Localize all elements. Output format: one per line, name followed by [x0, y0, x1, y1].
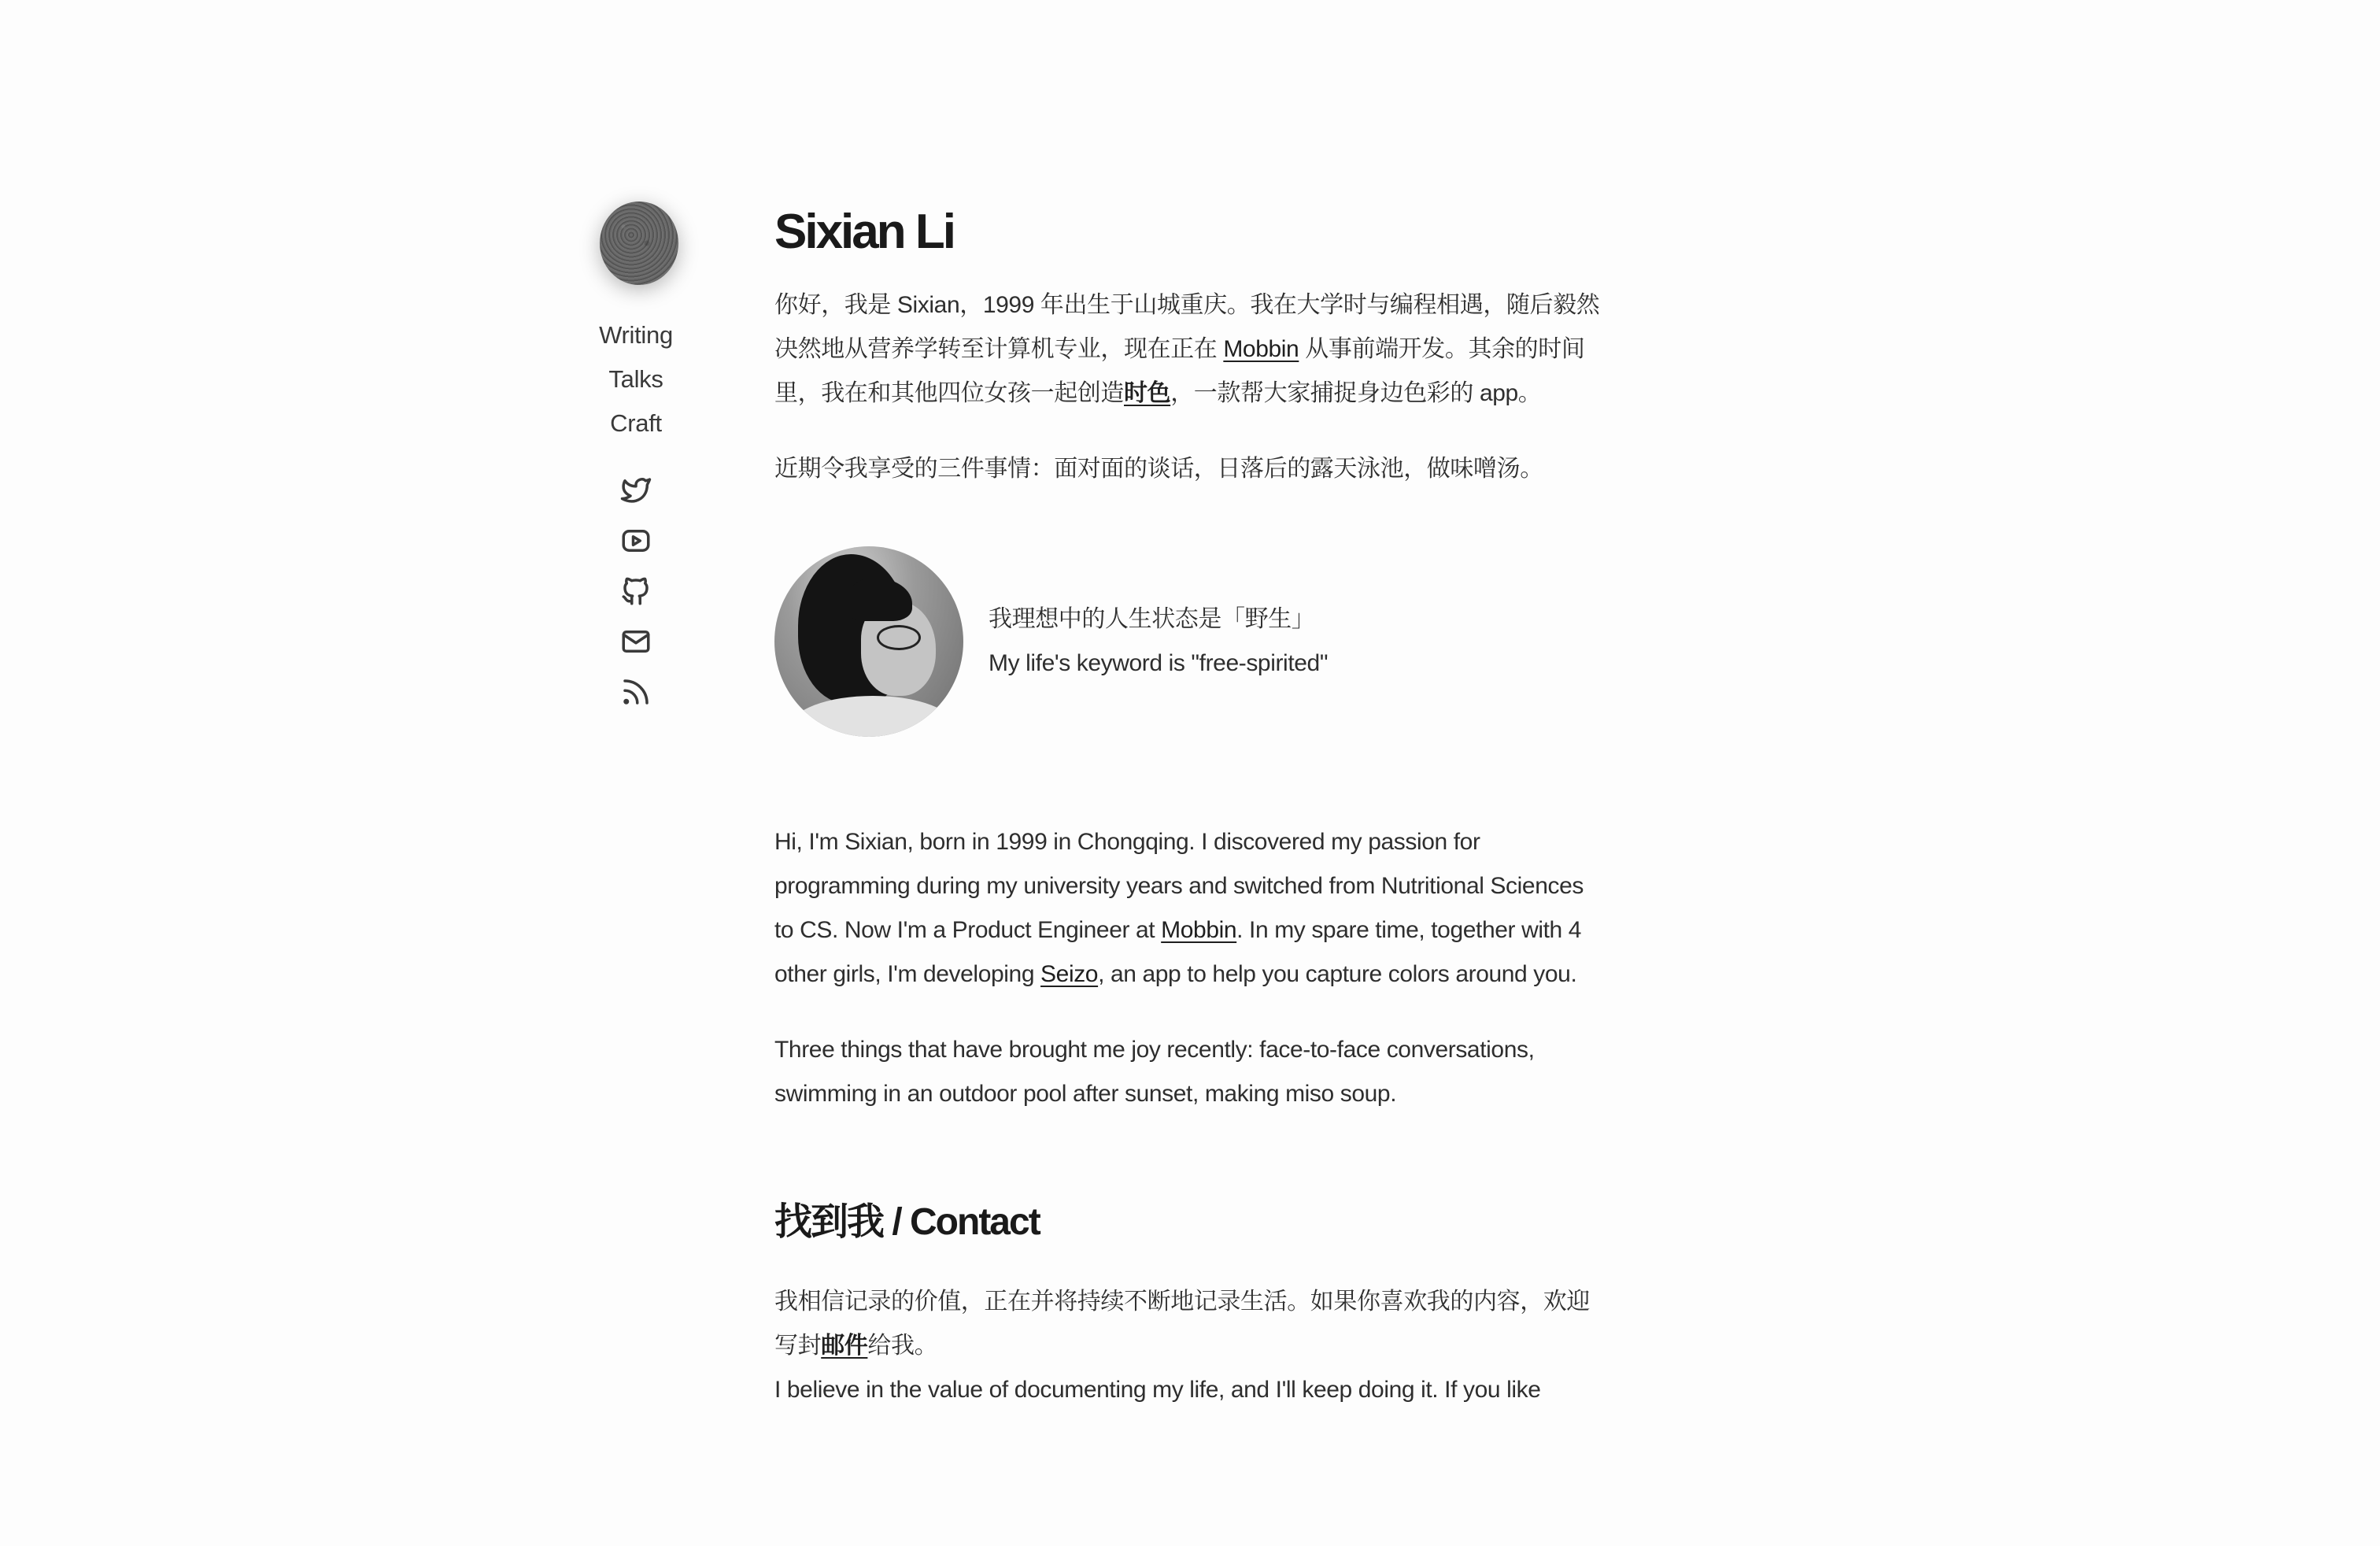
intro-en-text: Hi, I'm Sixian, born in 1999 in Chongqing. I discovered my passion for programming during my university years and switched from Nutritional Sciences to CS. Now I'm a Product Engineer at — [774, 829, 1584, 943]
intro-en-text: . In my spare time, together with 4 other girls, I'm developing — [774, 917, 1582, 987]
mobbin-link-en[interactable]: Mobbin — [1161, 917, 1237, 943]
nav-writing[interactable]: Writing — [599, 321, 673, 349]
main-content — [774, 197, 1609, 1412]
intro-cn-text: 从事前端开发。其余的时间里，我在和其他四位女孩一起创造 — [774, 336, 1585, 406]
joy-en: Three things that have brought me joy recently: face-to-face conversations, swimming in an outdoor pool after sunset, making miso soup. — [774, 1037, 1535, 1107]
contact-cn-text: 我相信记录的价值，正在并将持续不断地记录生活。如果你喜欢我的内容，欢迎写封 — [774, 1289, 1590, 1359]
github-icon — [619, 575, 653, 608]
feature-text — [989, 597, 1328, 686]
twitter-link[interactable] — [619, 474, 653, 507]
main-nav — [599, 313, 673, 446]
twitter-icon — [619, 474, 653, 507]
keyword-en: My life's keyword is "free-spirited" — [989, 650, 1329, 676]
seizo-link-cn[interactable]: 时色 — [1124, 380, 1171, 406]
nav-talks[interactable]: Talks — [608, 365, 663, 393]
github-link[interactable] — [619, 575, 653, 608]
social-links — [619, 474, 653, 708]
seizo-link-en[interactable]: Seizo — [1040, 961, 1099, 987]
contact-heading: 找到我 / Contact — [774, 1201, 1040, 1243]
email-link-inline[interactable]: 邮件 — [821, 1333, 868, 1359]
nav-craft[interactable]: Craft — [610, 409, 662, 437]
keyword-cn: 我理想中的人生状态是「野生」 — [989, 606, 1315, 632]
youtube-link[interactable] — [619, 524, 653, 557]
contact-cn — [774, 1280, 1609, 1368]
contact-cn-text: 给我。 — [867, 1333, 938, 1359]
contact-en: I believe in the value of documenting my life, and I'll keep doing it. If you like — [774, 1377, 1541, 1403]
feature-block — [774, 546, 1609, 737]
intro-cn — [774, 283, 1609, 416]
rss-icon — [619, 675, 653, 708]
logo-avatar[interactable] — [600, 202, 678, 285]
intro-cn-text: 你好，我是 Sixian，1999 年出生于山城重庆。我在大学时与编程相遇，随后毅然决然地从营养学转至计算机专业，现在正在 — [774, 292, 1600, 362]
intro-en-text: , an app to help you capture colors around you. — [1098, 961, 1577, 987]
youtube-icon — [619, 524, 653, 557]
sidebar — [573, 202, 699, 708]
mobbin-link-cn[interactable]: Mobbin — [1223, 336, 1299, 362]
email-link[interactable] — [619, 625, 653, 658]
rss-link[interactable] — [619, 675, 653, 708]
intro-cn-text: ，一款帮大家捕捉身边色彩的 app。 — [1170, 380, 1542, 406]
page-title: Sixian Li — [774, 205, 954, 259]
joy-cn: 近期令我享受的三件事情：面对面的谈话，日落后的露天泳池，做味噌汤。 — [774, 456, 1543, 482]
intro-en — [774, 820, 1609, 997]
portrait-photo — [774, 546, 963, 737]
mail-icon — [619, 625, 653, 658]
